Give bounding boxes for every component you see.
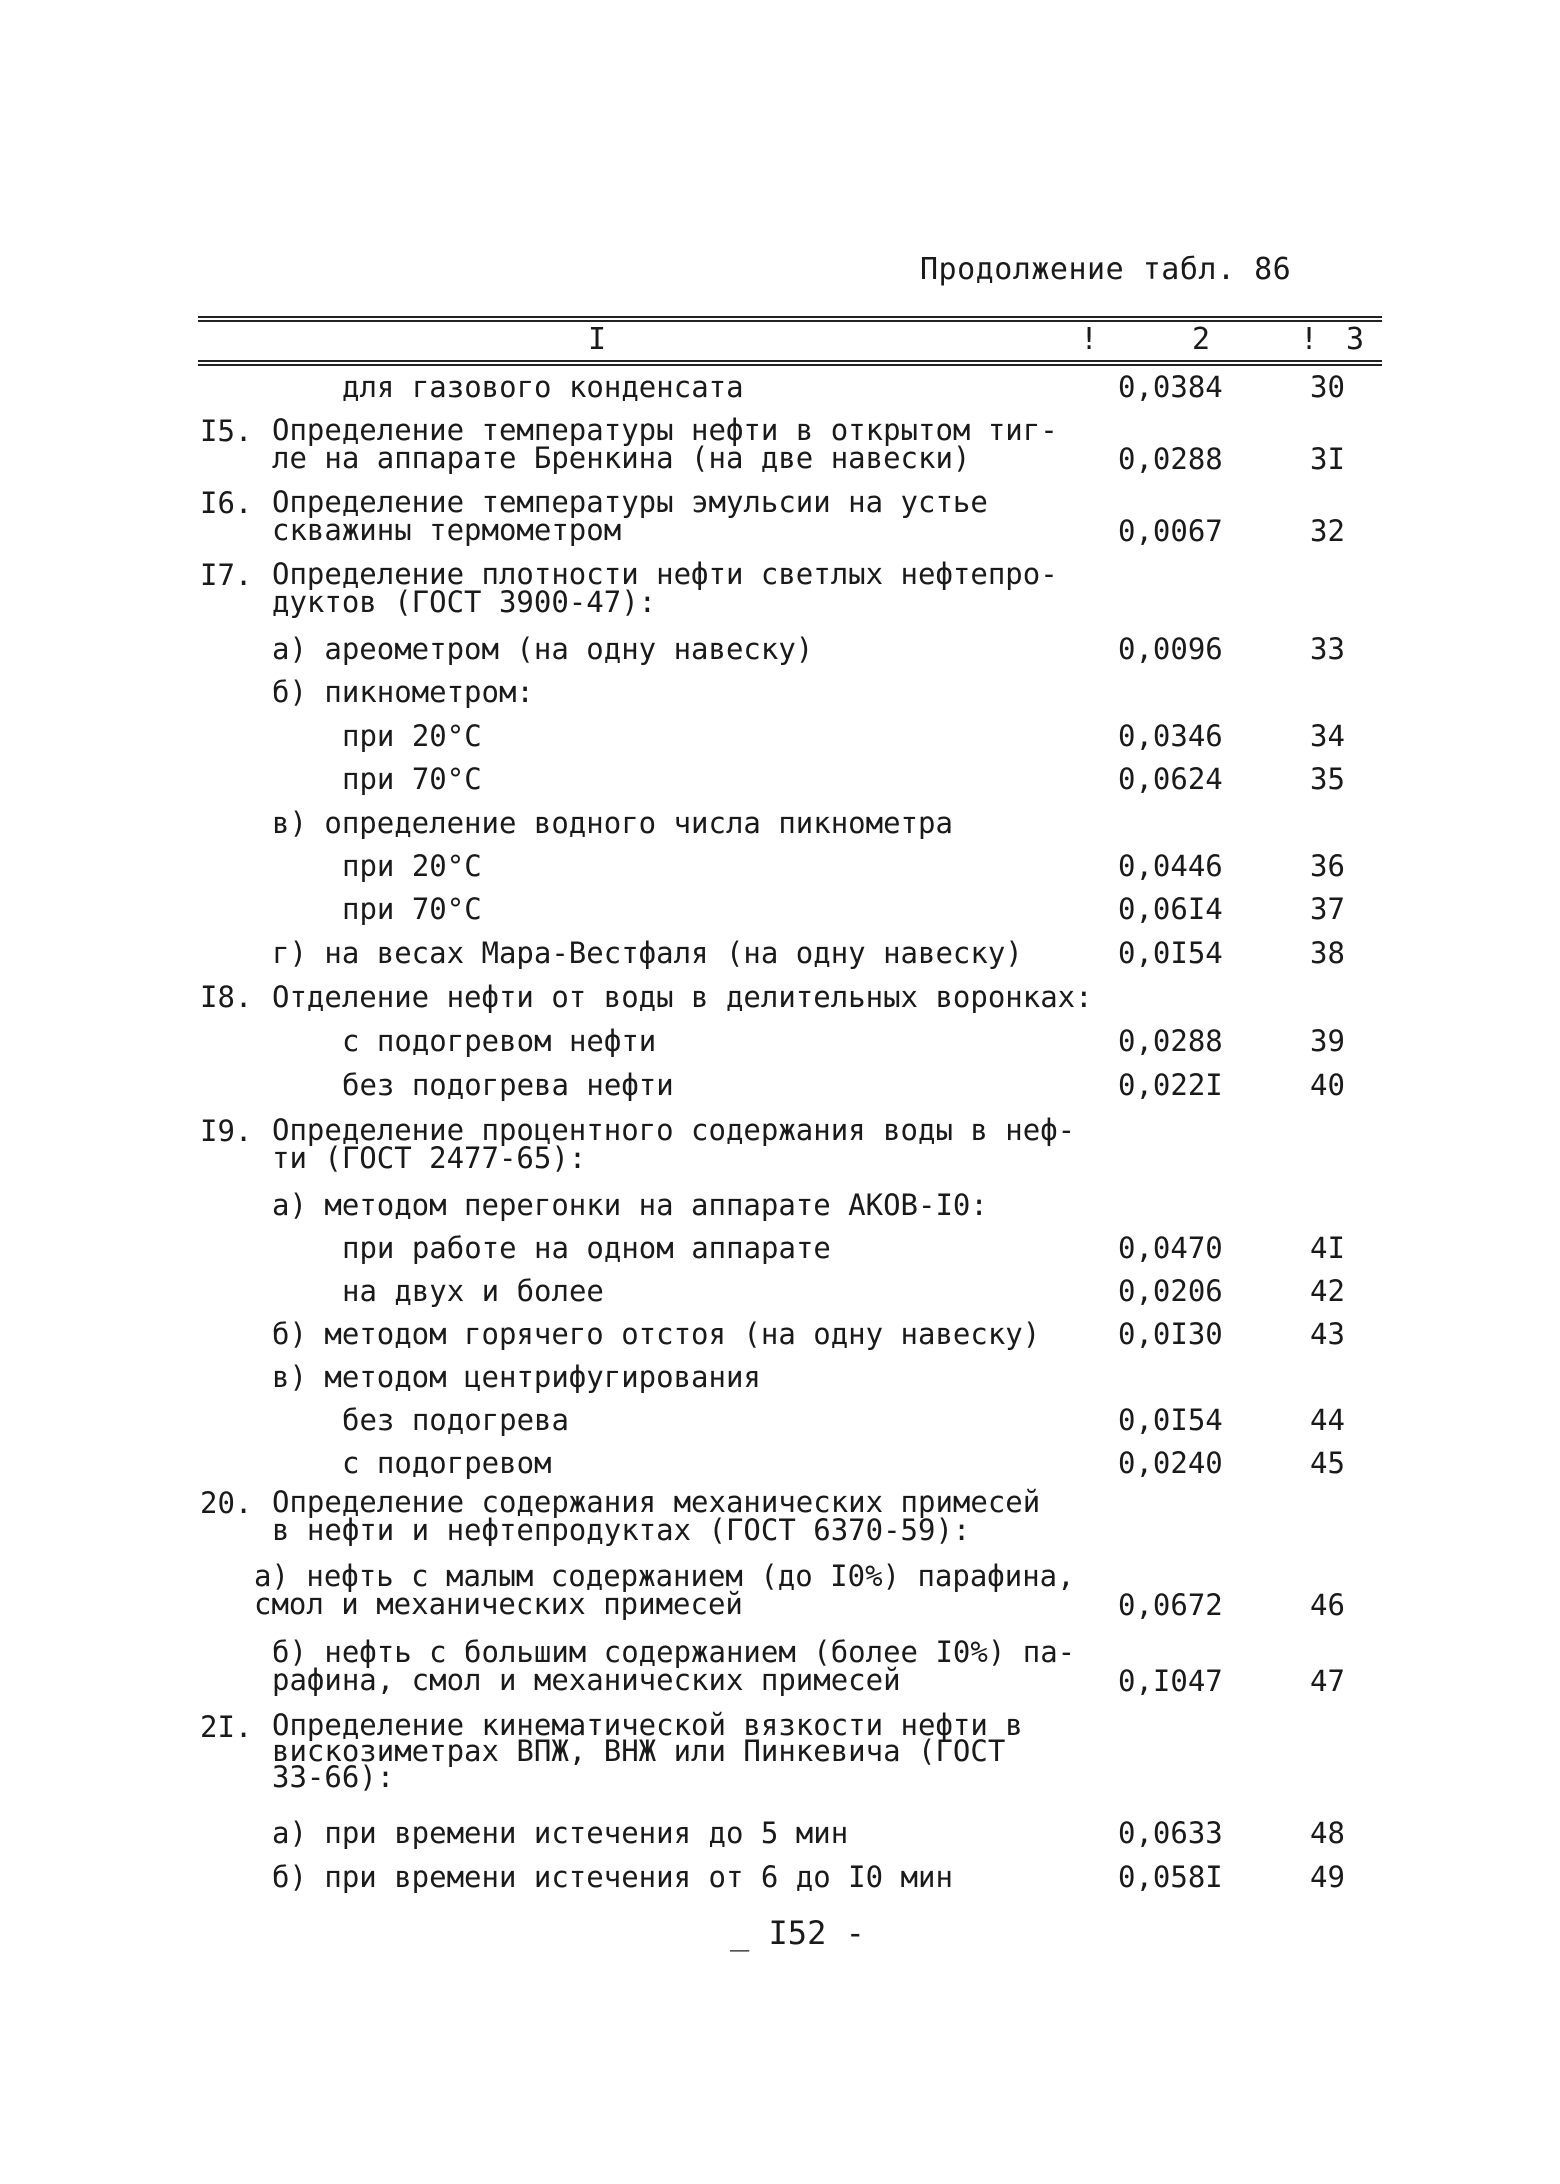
row-rate-number: 49 (1310, 1860, 1345, 1894)
row-value: 0,0096 (1118, 632, 1223, 666)
row-number: 2I. (200, 1710, 253, 1744)
row-text: с подогревом нефти (342, 1024, 657, 1058)
row-rate-number: 35 (1310, 762, 1345, 796)
row-text: Определение кинематической вязкости нефти в вискозиметрах ВПЖ, ВНЖ или Пинкевича (ГОСТ 33-66): (272, 1708, 1023, 1794)
table-header-rule (198, 360, 1382, 362)
row-rate-number: 37 (1310, 892, 1345, 926)
row-value: 0,0I54 (1118, 1403, 1223, 1437)
row-value: 0,06I4 (1118, 892, 1223, 926)
row-value: 0,0384 (1118, 370, 1223, 404)
row-text: при работе на одном аппарате (342, 1231, 831, 1265)
row-rate-number: 42 (1310, 1274, 1345, 1308)
row-rate-number: 40 (1310, 1068, 1345, 1102)
row-text: а) нефть с малым содержанием (до I0%) парафина, смол и механических примесей (254, 1559, 1075, 1621)
row-text: без подогрева (342, 1403, 569, 1437)
row-value: 0,0470 (1118, 1231, 1223, 1265)
row-value: 0,0624 (1118, 762, 1223, 796)
row-number: I5. (200, 414, 253, 448)
row-value: 0,0I54 (1118, 936, 1223, 970)
row-text: для газового конденсата (342, 370, 744, 404)
row-value: 0,0067 (1118, 514, 1223, 548)
row-value: 0,0288 (1118, 1024, 1223, 1058)
row-text: а) ареометром (на одну навеску) (272, 632, 814, 666)
row-rate-number: 32 (1310, 514, 1345, 548)
table-top-rule (198, 316, 1382, 318)
row-value: 0,I047 (1118, 1664, 1223, 1698)
row-value: 0,0346 (1118, 719, 1223, 753)
row-text: г) на весах Мара-Вестфаля (на одну навеску) (272, 936, 1023, 970)
row-text: при 20°С (342, 849, 482, 883)
row-value: 0,058I (1118, 1860, 1223, 1894)
table-continuation-label: Продолжение табл. 86 (920, 252, 1292, 287)
row-text: Определение температуры нефти в открытом тиг- ле на аппарате Бренкина (на две навески) (272, 413, 1058, 475)
row-text: а) методом перегонки на аппарате АКОВ-I0: (272, 1188, 988, 1222)
row-rate-number: 3I (1310, 442, 1345, 476)
page-number: _ I52 - (730, 1914, 865, 1952)
row-rate-number: 45 (1310, 1446, 1345, 1480)
row-text: б) пикнометром: (272, 675, 534, 709)
row-value: 0,0672 (1118, 1588, 1223, 1622)
row-rate-number: 38 (1310, 936, 1345, 970)
row-text: а) при времени истечения до 5 мин (272, 1816, 849, 1850)
row-value: 0,0446 (1118, 849, 1223, 883)
row-value: 0,0I30 (1118, 1317, 1223, 1351)
row-rate-number: 33 (1310, 632, 1345, 666)
row-rate-number: 44 (1310, 1403, 1345, 1437)
column-separator-1: ! (1080, 322, 1099, 357)
row-value: 0,0288 (1118, 442, 1223, 476)
row-rate-number: 47 (1310, 1664, 1345, 1698)
row-number: I6. (200, 486, 253, 520)
row-rate-number: 43 (1310, 1317, 1345, 1351)
row-text: на двух и более (342, 1274, 604, 1308)
row-number: I7. (200, 558, 253, 592)
row-text: при 20°С (342, 719, 482, 753)
row-rate-number: 34 (1310, 719, 1345, 753)
row-rate-number: 39 (1310, 1024, 1345, 1058)
row-value: 0,0633 (1118, 1816, 1223, 1850)
row-text: Определение процентного содержания воды в неф- ти (ГОСТ 2477-65): (272, 1113, 1076, 1175)
row-number: I8. (200, 980, 253, 1014)
row-text: Определение температуры эмульсии на устье скважины термометром (272, 485, 988, 547)
row-rate-number: 48 (1310, 1816, 1345, 1850)
column-header-3: 3 (1346, 322, 1365, 357)
row-text: Отделение нефти от воды в делительных воронках: (272, 980, 1093, 1014)
row-text: Определение содержания механических примесей в нефти и нефтепродуктах (ГОСТ 6370-59): (272, 1485, 1041, 1547)
row-text: Определение плотности нефти светлых нефтепро- дуктов (ГОСТ 3900-47): (272, 557, 1058, 619)
row-value: 0,022I (1118, 1068, 1223, 1102)
row-text: б) нефть с большим содержанием (более I0%) па- рафина, смол и механических примесей (272, 1635, 1076, 1697)
row-value: 0,0206 (1118, 1274, 1223, 1308)
row-text: б) методом горячего отстоя (на одну навеску) (272, 1317, 1041, 1351)
table-header-rule-2 (198, 364, 1382, 366)
column-separator-2: ! (1300, 322, 1319, 357)
row-text: при 70°С (342, 762, 482, 796)
row-rate-number: 46 (1310, 1588, 1345, 1622)
row-number: I9. (200, 1114, 253, 1148)
row-text: б) при времени истечения от 6 до I0 мин (272, 1860, 953, 1894)
row-value: 0,0240 (1118, 1446, 1223, 1480)
column-header-2: 2 (1192, 322, 1211, 357)
column-header-1: I (588, 322, 607, 357)
row-rate-number: 4I (1310, 1231, 1345, 1265)
row-number: 20. (200, 1486, 253, 1520)
row-text: в) методом центрифугирования (272, 1360, 761, 1394)
row-text: в) определение водного числа пикнометра (272, 806, 953, 840)
row-text: без подогрева нефти (342, 1068, 674, 1102)
row-text: при 70°С (342, 892, 482, 926)
row-rate-number: 36 (1310, 849, 1345, 883)
row-text: с подогревом (342, 1446, 552, 1480)
row-rate-number: 30 (1310, 370, 1345, 404)
